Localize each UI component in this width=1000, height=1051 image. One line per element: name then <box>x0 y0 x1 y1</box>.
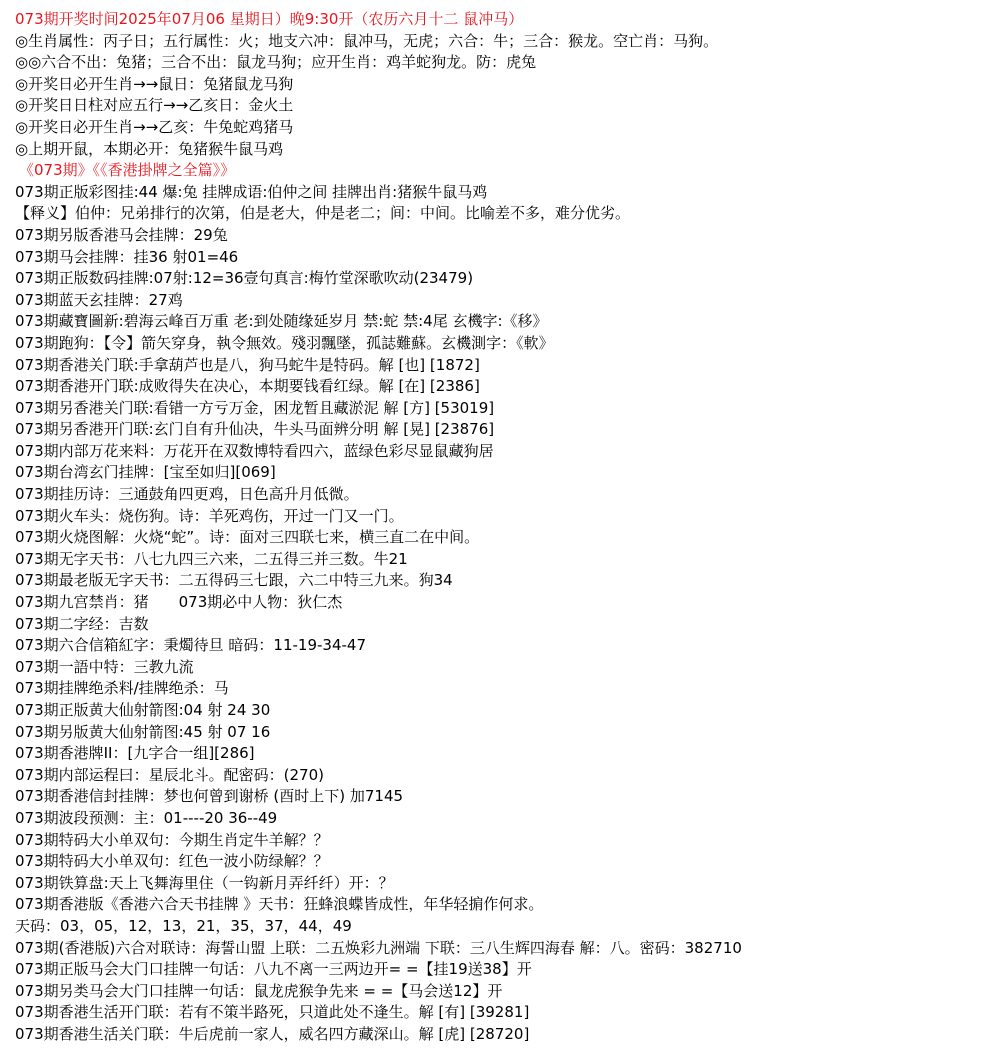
text-line: 073期香港关门联:手拿葫芦也是八，狗马蛇牛是特码。解 [也] [1872] <box>15 355 480 374</box>
heading-line: 《073期》《《香港掛牌之全篇》》 <box>19 161 236 180</box>
text-line: 073期内部运程曰：星辰北斗。配密码：(270) <box>15 765 324 784</box>
text-line: ◎生肖属性：丙子日；五行属性：火；地支六冲：鼠冲马，无虎；六合：牛；三合：猴龙。空亡肖：马狗。 <box>15 31 719 50</box>
text-line: 073期正版黄大仙射箭图:04 射 24 30 <box>15 701 271 719</box>
text-line: ◎开奖日必开生肖→→鼠日：兔猪鼠龙马狗 <box>15 74 294 93</box>
text-line: 073期特码大小单双句：今期生肖定牛羊解？？ <box>15 830 329 849</box>
text-line: 073期香港生活开门联：若有不策半路死，只道此处不逢生。解 [有] [39281] <box>15 1003 530 1022</box>
text-line: 073期另香港关门联:看错一方亏万金，困龙暂且藏淤泥 解 [方] [53019] <box>15 398 495 417</box>
text-line: 073期正版马会大门口挂牌一句话：八九不离一三两边开= =【挂19送38】开 <box>15 960 532 979</box>
text-line: 073期九宫禁肖：猪 073期必中人物：狄仁杰 <box>15 593 343 612</box>
text-line: ◎◎六合不出：兔猪；三合不出：鼠龙马狗；应开生肖：鸡羊蛇狗龙。防：虎兔 <box>15 53 537 72</box>
text-line: 073期蓝天玄挂牌：27鸡 <box>15 290 183 309</box>
text-line: 073期另版香港马会挂牌：29兔 <box>15 225 228 244</box>
text-line: 073期另版黄大仙射箭图:45 射 07 16 <box>15 722 271 741</box>
text-line: 073期挂历诗：三通鼓角四更鸡，日色高升月低微。 <box>15 485 359 504</box>
text-line: 073期香港信封挂牌：梦也何曾到谢桥 (酉时上下) 加7145 <box>15 787 404 806</box>
text-line: 【释义】伯仲：兄弟排行的次第，伯是老大，仲是老二；间：中间。比喻差不多，难分优劣。 <box>15 204 631 223</box>
text-line: 073期二字经：吉数 <box>15 614 149 633</box>
text-line: 073期特码大小单双句：红色一波小防绿解？？ <box>15 852 329 871</box>
document-body <box>15 9 990 1046</box>
text-line: 073期挂牌绝杀料/挂牌绝杀：马 <box>15 679 229 698</box>
text-line: 073期香港版《香港六合天书挂牌 》天书：狂蜂浪蝶皆成性，年华轻掮作何求。 <box>15 895 544 914</box>
text-line: 073期内部万花来料：万花开在双数博特看四六，蓝绿色彩尽显鼠藏狗居 <box>15 441 494 460</box>
text-line: 天码：03，05，12，13，21，35，37，44，49 <box>15 916 352 935</box>
text-line: 073期另类马会大门口挂牌一句话：鼠龙虎猴争先来 = =【马会送12】开 <box>15 981 503 1000</box>
text-line: 073期一語中特：三教九流 <box>15 657 194 676</box>
text-line: 073期波段预测：主：01----20 36--49 <box>15 808 278 827</box>
text-line: 073期香港开门联:成败得失在决心，本期要钱看红绿。解 [在] [2386] <box>15 377 480 396</box>
text-line: 073期最老版无字天书：二五得码三七跟，六二中特三九来。狗34 <box>15 571 453 590</box>
text-line: 073期另香港开门联:玄门自有升仙决，牛头马面辨分明 解 [晃] [23876] <box>15 420 495 439</box>
text-line: ◎开奖日日柱对应五行→→乙亥日：金火土 <box>15 96 294 115</box>
text-line: ◎上期开鼠，本期必开：兔猪猴牛鼠马鸡 <box>15 139 284 158</box>
text-line: 073期(香港版)六合对联诗：海誓山盟 上联：二五焕彩九洲端 下联：三八生辉四海春 解：八。密码：382710 <box>15 938 742 957</box>
text-line: 073期六合信箱紅字：秉燭待旦 暗码：11-19-34-47 <box>15 636 366 655</box>
text-line: 073期马会挂牌：挂36 射01=46 <box>15 247 239 266</box>
text-line: ◎开奖日必开生肖→→乙亥：牛兔蛇鸡猪马 <box>15 117 294 136</box>
text-line: 073期香港生活关门联：牛后虎前一家人，威名四方藏深山。解 [虎] [28720] <box>15 1024 530 1043</box>
text-line: 073期藏寶圖新:碧海云峰百万重 老:到处随缘延岁月 禁:蛇 禁:4尾 玄機字:《移》 <box>15 312 548 331</box>
text-line: 073期台湾玄门挂牌：[宝至如归][069] <box>15 463 276 482</box>
text-line: 073期正版数码挂牌:07射:12=36壹句真言:梅竹堂深歌吹动(23479) <box>15 269 474 288</box>
text-line: 073期铁算盘:天上飞舞海里住（一钩新月弄纤纤）开：？ <box>15 873 394 892</box>
text-line: 073期无字天书：八七九四三六来，二五得三并三数。牛21 <box>15 549 408 568</box>
text-line: 073期正版彩图挂:44 爆:兔 挂牌成语:伯仲之间 挂牌出肖:猪猴牛鼠马鸡 <box>15 182 488 201</box>
text-line: 073期火烧图解：火烧“蛇”。诗：面对三四联七来，横三直二在中间。 <box>15 528 480 547</box>
text-line: 073期火车头：烧伤狗。诗：羊死鸡伤，开过一门又一门。 <box>15 506 404 525</box>
text-line: 073期香港牌II：[九字合一组][286] <box>15 744 255 763</box>
text-line: 073期跑狗：【令】箭矢穿身，執令無效。殘羽飄墜，孤誌難蘇。玄機測字：《軟》 <box>15 333 554 352</box>
heading-line: 073期开奖时间2025年07月06 星期日）晚9:30开（农历六月十二 鼠冲马） <box>15 10 524 28</box>
